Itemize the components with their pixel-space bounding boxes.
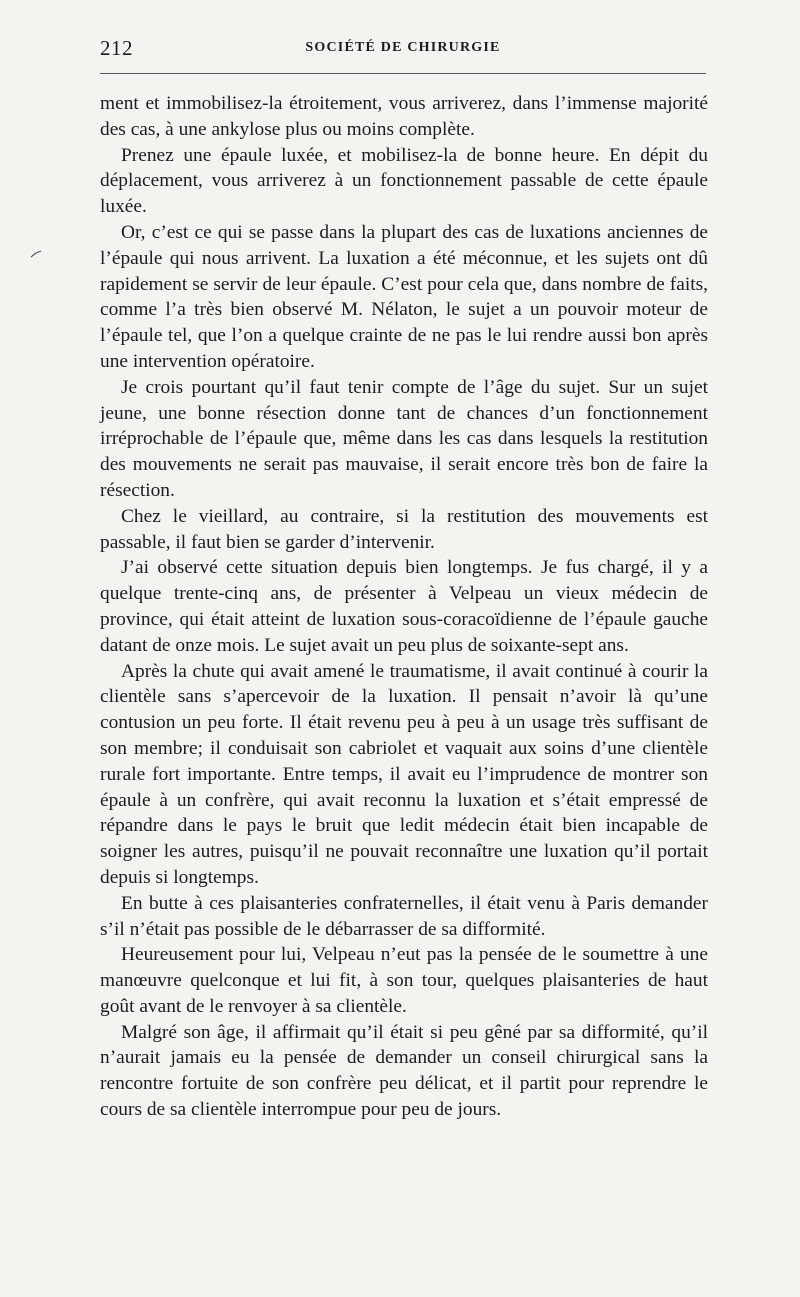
- paragraph: Chez le vieillard, au contraire, si la restitution des mouvements est passable, il faut bien se garder d’intervenir.: [100, 505, 708, 553]
- paragraph: Malgré son âge, il affirmait qu’il était si peu gêné par sa difformité, qu’il n’aurait jamais eu la pensée de demander un conseil chirurgical sans la rencontre fortuite de son confrère peu délicat, et il partit pour reprendre le cours de sa clientèle interrompue pour peu de jours.: [100, 1021, 708, 1121]
- paragraph: Après la chute qui avait amené le traumatisme, il avait continué à courir la clientèle sans s’apercevoir de la luxation. Il pensait n’avoir là qu’une contusion un peu forte. Il était revenu peu à peu à un usage très suffisant de son membre; il conduisait son cabriolet et vaquait aux soins d’une clientèle rurale fort importante. Entre temps, il avait eu l’imprudence de montrer son épaule à un confrère, qui avait reconnu la luxation et s’était empressé de répandre dans le pays le bruit que ledit médecin était bien incapable de soigner les autres, puisqu’il ne pouvait reconnaître une luxation qu’il portait depuis si longtemps.: [100, 660, 708, 888]
- page-header: [100, 36, 706, 62]
- paragraph: Or, c’est ce qui se passe dans la plupart des cas de luxations anciennes de l’épaule qui nous arrivent. La luxation a été méconnue, et les sujets ont dû rapidement se servir de leur épaule. C’est pour cela que, dans nombre de faits, comme l’a très bien observé M. Nélaton, le sujet a un pouvoir moteur de l’épaule tel, que l’on a quelque crainte de ne pas le lui rendre aussi bon après une intervention opératoire.: [100, 221, 708, 372]
- paragraph: ment et immobilisez-la étroitement, vous arriverez, dans l’immense majorité des cas, à une ankylose plus ou moins complète.: [100, 93, 708, 140]
- paragraph: J’ai observé cette situation depuis bien longtemps. Je fus chargé, il y a quelque trente-cinq ans, de présenter à Velpeau un vieux médecin de province, qui était atteint de luxation sous-coracoïdienne de l’épaule gauche datant de onze mois. Le sujet avait un peu plus de soixante-sept ans.: [100, 557, 708, 656]
- paragraph: Je crois pourtant qu’il faut tenir compte de l’âge du sujet. Sur un sujet jeune, une bonne résection donne tant de chances d’un fonctionnement irréprochable de l’épaule que, même dans les cas dans lesquels la restitution des mouvements ne serait pas mauvaise, il serait encore très bon de faire la résection.: [100, 376, 708, 501]
- margin-pen-mark: [30, 250, 42, 258]
- paragraph: En butte à ces plaisanteries confraternelles, il était venu à Paris demander s’il n’était pas possible de le débarrasser de sa difformité.: [100, 892, 708, 940]
- header-rule: [100, 73, 706, 74]
- paragraph: Heureusement pour lui, Velpeau n’eut pas la pensée de le soumettre à une manœuvre quelconque et lui fit, à son tour, quelques plaisanteries de haut goût avant de le renvoyer à sa clientèle.: [100, 944, 708, 1017]
- paragraph: Prenez une épaule luxée, et mobilisez-la de bonne heure. En dépit du déplacement, vous arriverez à un fonctionnement passable de cette épaule luxée.: [100, 144, 708, 218]
- page-number: 212: [100, 36, 133, 60]
- running-title: SOCIÉTÉ DE CHIRURGIE: [305, 40, 501, 55]
- body-text: [100, 91, 708, 1123]
